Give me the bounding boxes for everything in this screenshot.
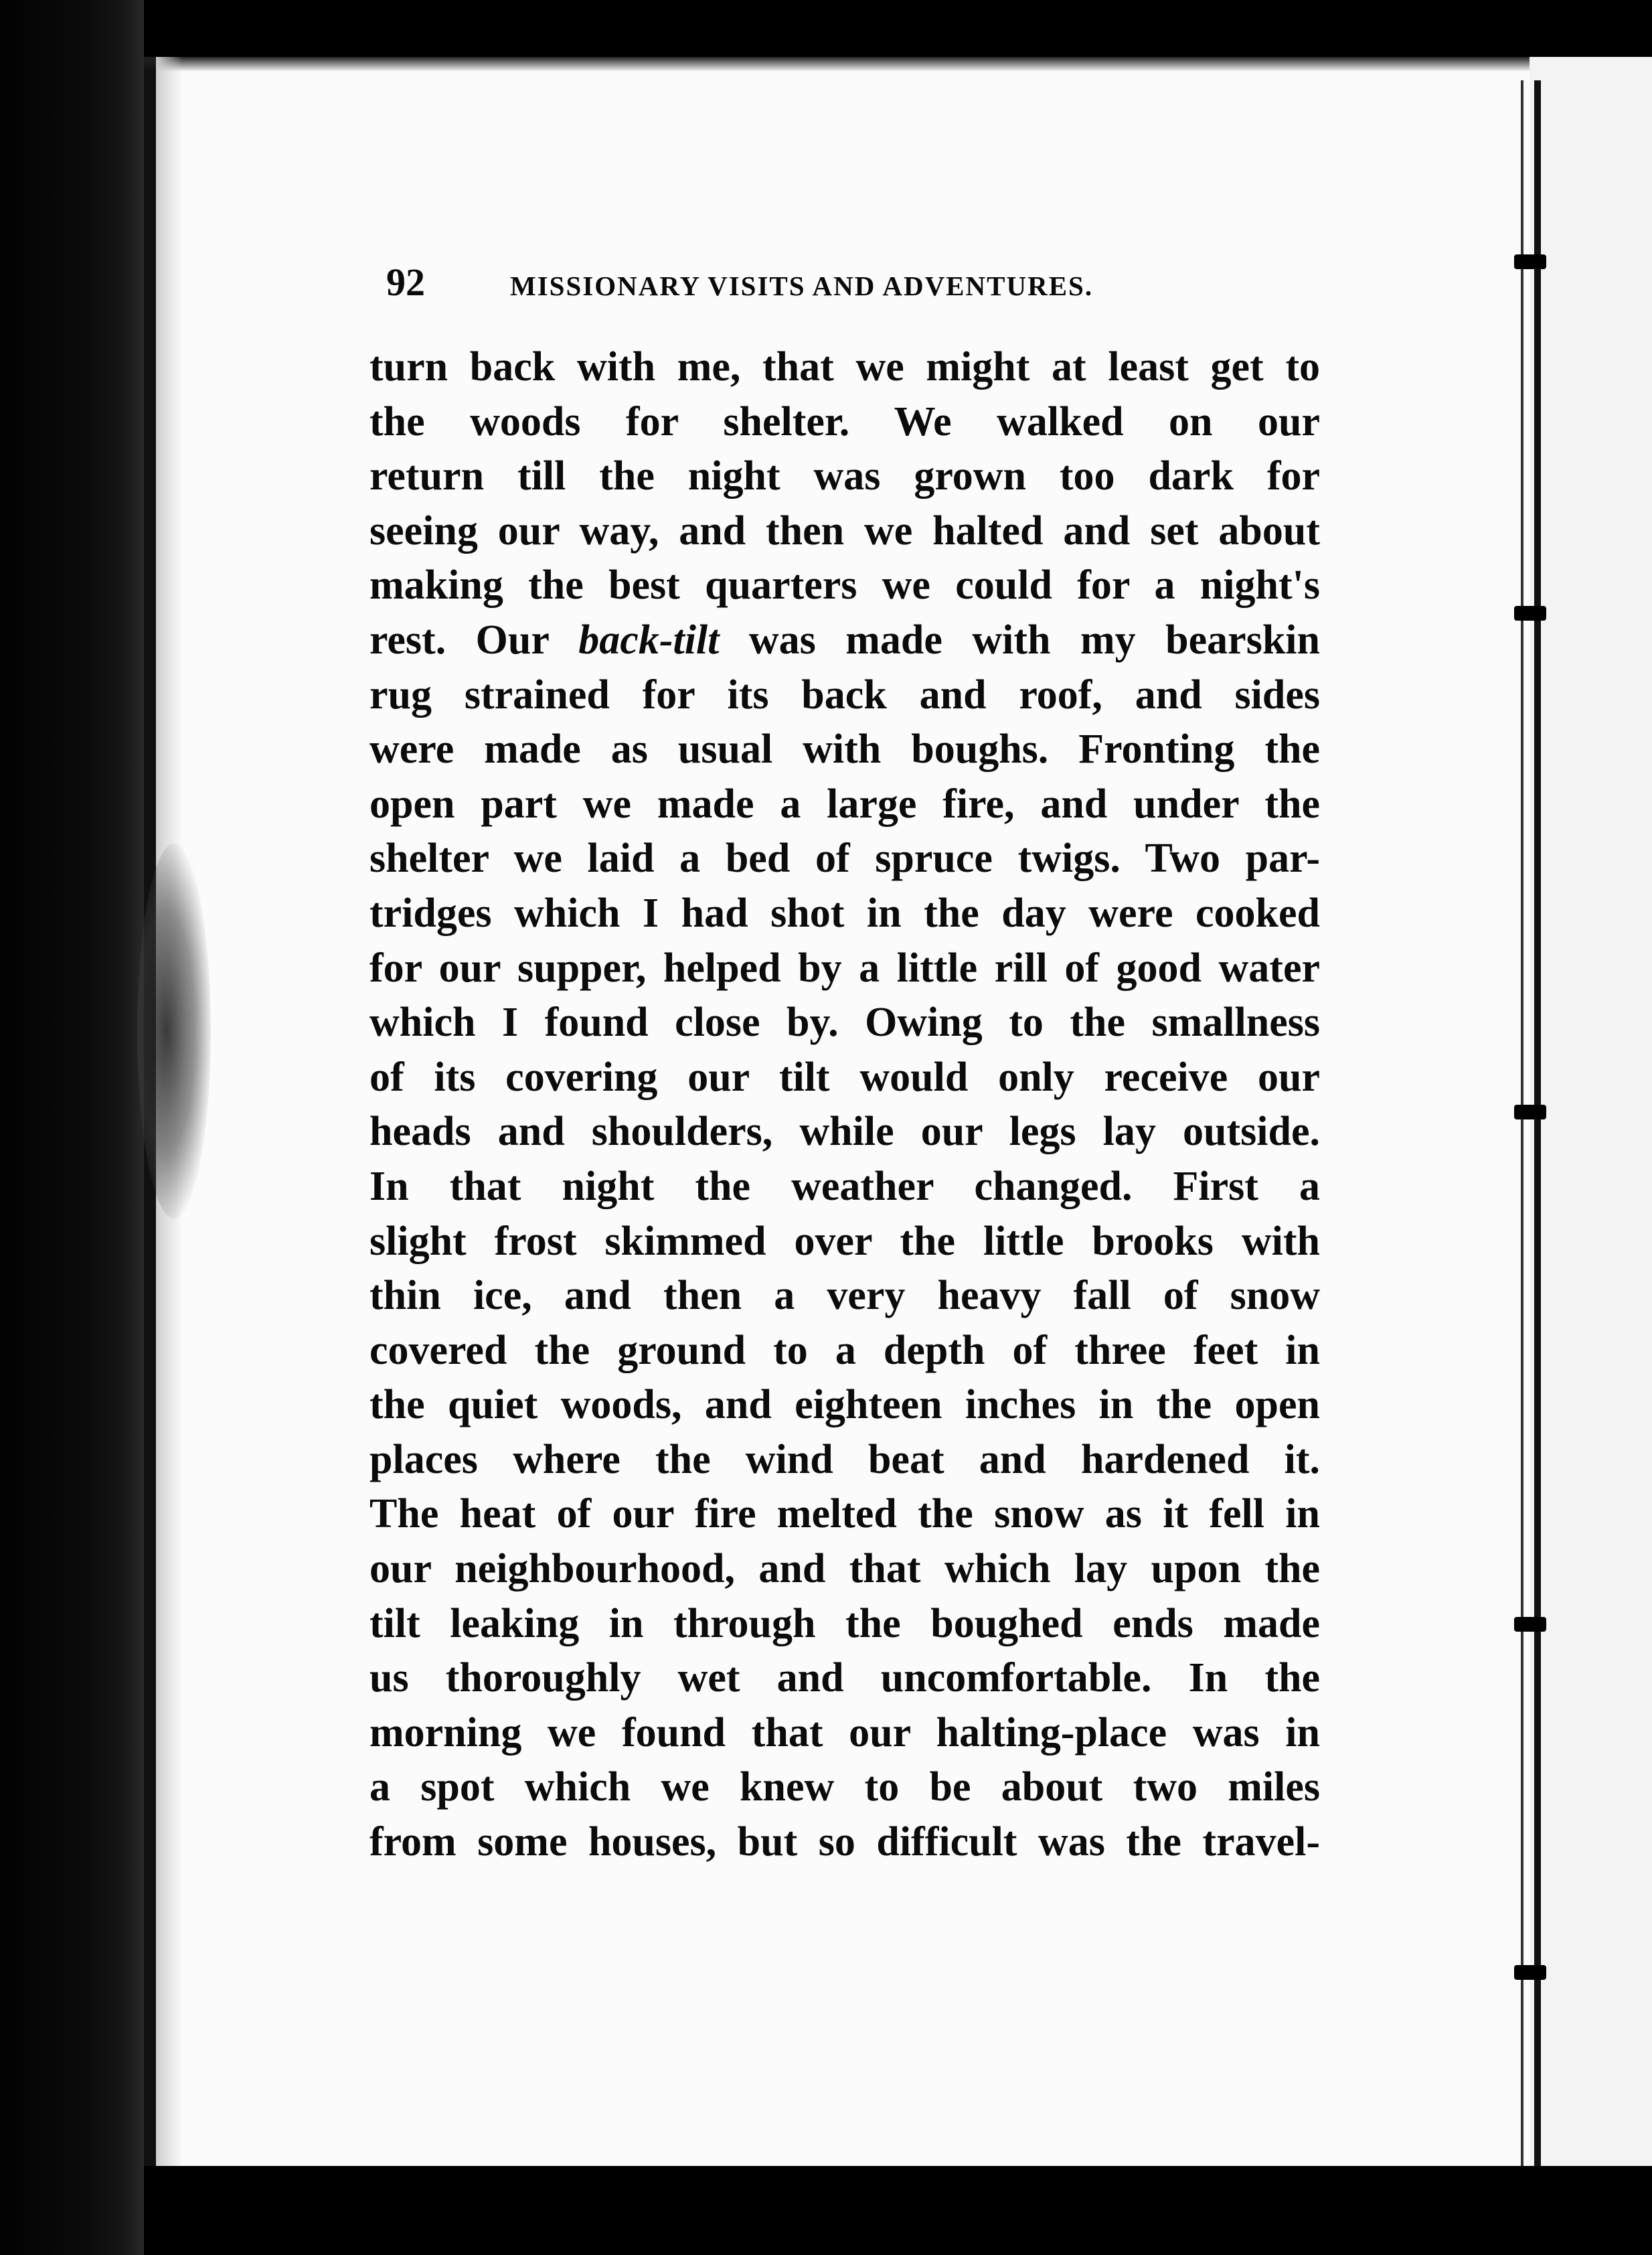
text-line: thin ice, and then a very heavy fall of snow [369,1273,1320,1319]
binding-stitch [1514,1617,1546,1632]
text-line: slight frost skimmed over the little brooks with [369,1218,1320,1264]
body-text [369,340,1320,1870]
ink-smudge [137,844,211,1219]
facing-page-edge [1530,57,1652,2199]
text-line: of its covering our tilt would only receive our [369,1054,1320,1100]
text-line [369,613,1320,668]
text-line: covered the ground to a depth of three feet in [369,1327,1320,1373]
text-line: seeing our way, and then we halted and set about [369,508,1320,554]
page-top-shadow [144,57,1530,72]
text-line: were made as usual with boughs. Fronting the [369,726,1320,773]
text-line: us thoroughly wet and uncomfortable. In the [369,1655,1320,1701]
scan-bottom-border [144,2166,1652,2255]
text-line: the quiet woods, and eighteen inches in the open [369,1382,1320,1428]
text-line: the woods for shelter. We walked on our [369,398,1320,445]
binding-stitch [1514,254,1546,269]
page-number: 92 [386,260,425,304]
text-segment: rest. Our [369,617,549,663]
italic-term: back-tilt [578,617,720,663]
binding-stitch [1514,1965,1546,1980]
running-title: MISSIONARY VISITS AND ADVENTURES. [510,270,1094,301]
binding-stitch [1514,1105,1546,1119]
text-line: from some houses, but so difficult was the travel- [369,1819,1320,1865]
text-line: our neighbourhood, and that which lay upon the [369,1546,1320,1592]
text-line: turn back with me, that we might at least get to [369,344,1320,390]
text-line: tridges which I had shot in the day were cooked [369,890,1320,936]
page-header [386,256,1203,309]
text-line: which I found close by. Owing to the smallness [369,1000,1320,1046]
book-spine [0,0,144,2255]
text-line: places where the wind beat and hardened it. [369,1436,1320,1482]
text-line: morning we found that our halting-place was in [369,1709,1320,1756]
binding-fold-line [1534,80,1541,2169]
text-line: a spot which we knew to be about two miles [369,1764,1320,1810]
text-line: open part we made a large fire, and under the [369,781,1320,827]
text-line: rug strained for its back and roof, and sides [369,672,1320,718]
text-segment: was made with my bearskin [748,617,1321,663]
binding-stitch [1514,606,1546,621]
text-line: tilt leaking in through the boughed ends made [369,1600,1320,1646]
text-line: making the best quarters we could for a night's [369,562,1320,609]
text-line: shelter we laid a bed of spruce twigs. Two par- [369,836,1320,882]
text-line: In that night the weather changed. First a [369,1163,1320,1209]
text-line: heads and shoulders, while our legs lay outside. [369,1109,1320,1155]
text-line: return till the night was grown too dark for [369,453,1320,499]
page-fold-shadow [1521,80,1523,2169]
text-line: The heat of our fire melted the snow as it fell in [369,1491,1320,1537]
text-line: for our supper, helped by a little rill of good water [369,945,1320,991]
